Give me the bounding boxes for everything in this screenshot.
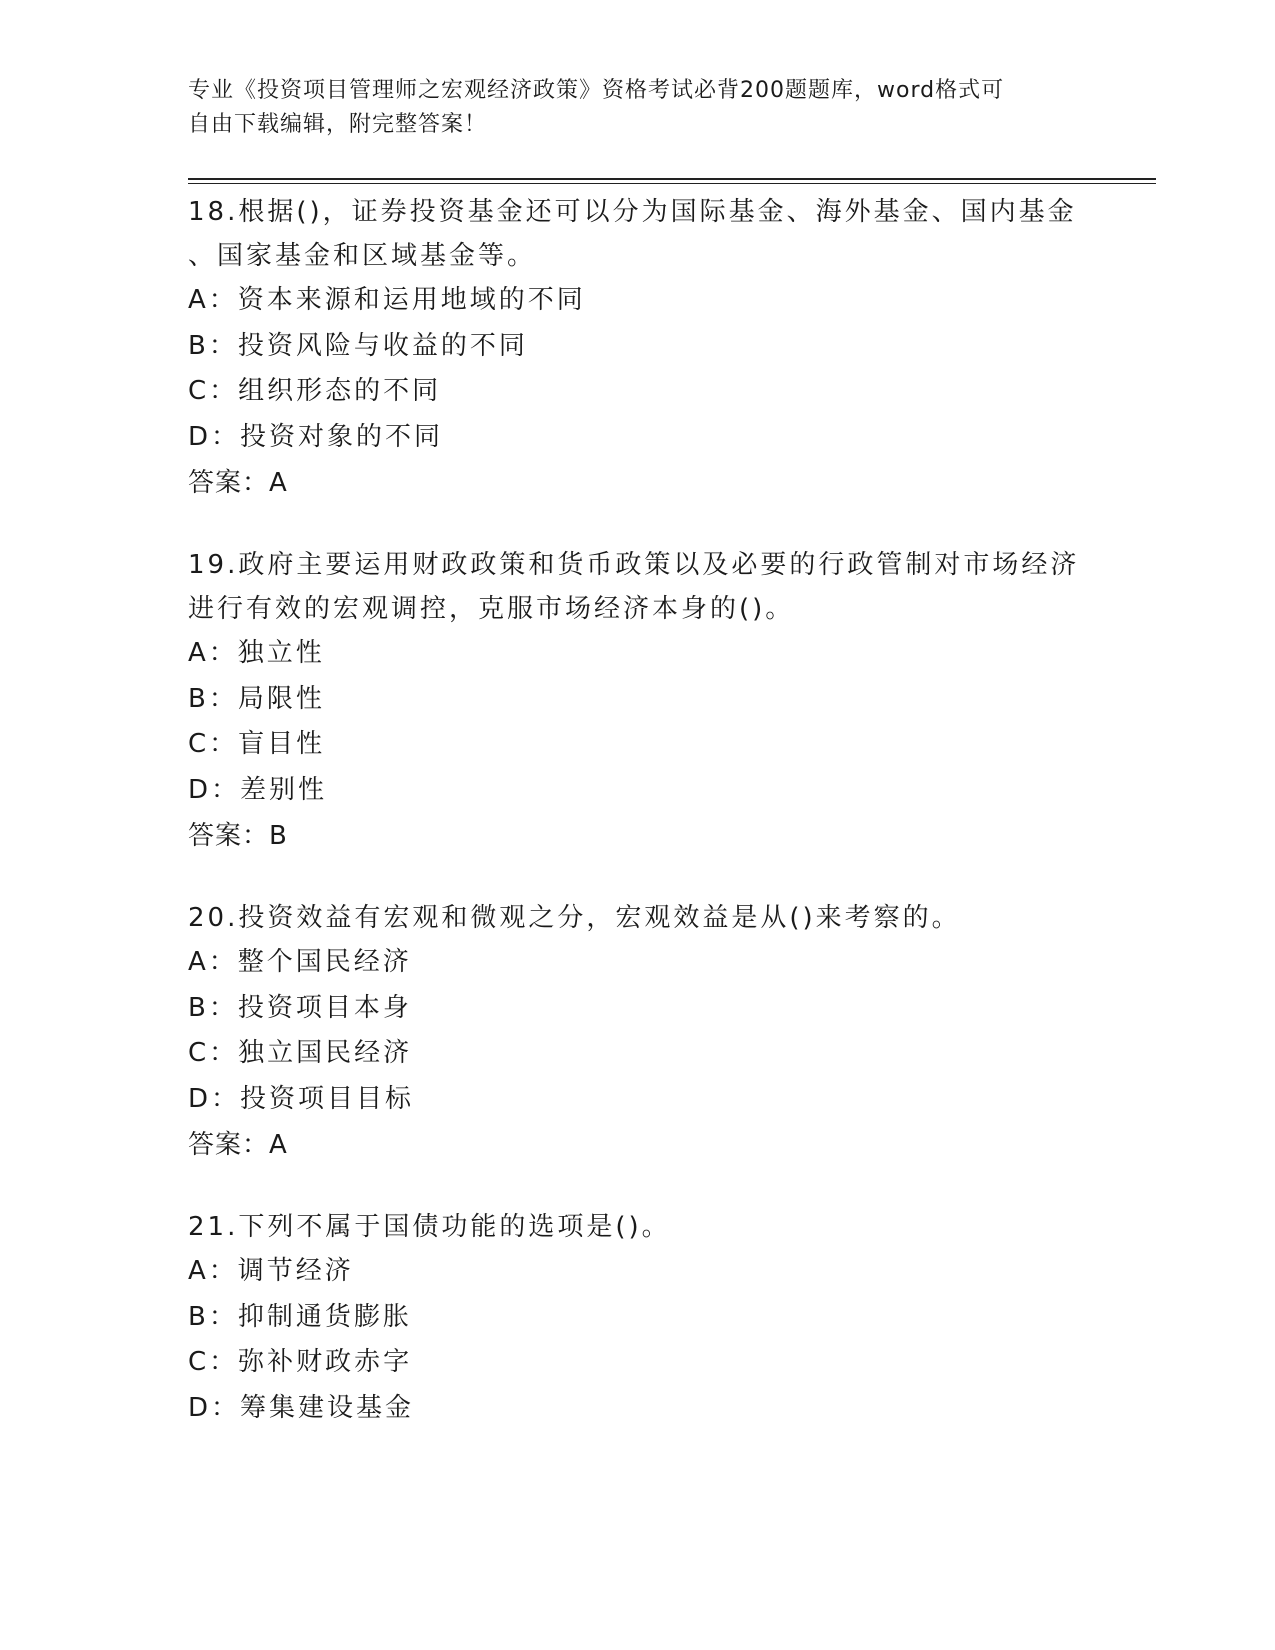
document-intro <box>188 74 1088 142</box>
question-stem-line-1: 20.投资效益有宏观和微观之分，宏观效益是从()来考察的。 <box>188 903 961 933</box>
intro-line-1: 专业《投资项目管理师之宏观经济政策》资格考试必背200题题库，word格式可 <box>188 78 1005 103</box>
option-b: B：投资项目本身 <box>188 992 412 1023</box>
option-d: D：投资项目目标 <box>188 1083 415 1114</box>
option-b: B：局限性 <box>188 683 325 714</box>
answer: 答案：B <box>188 821 288 851</box>
answer: 答案：A <box>188 1130 288 1160</box>
option-d: D：筹集建设基金 <box>188 1392 415 1423</box>
question-list <box>188 190 1088 1468</box>
question-stem-line-1: 19.政府主要运用财政政策和货币政策以及必要的行政管制对市场经济 <box>188 550 1080 580</box>
option-d: D：差别性 <box>188 774 328 805</box>
option-a: A：独立性 <box>188 638 325 668</box>
question-stem-line-1: 18.根据()，证券投资基金还可以分为国际基金、海外基金、国内基金 <box>188 197 1077 227</box>
option-d: D：投资对象的不同 <box>188 421 444 452</box>
question-stem-line-1: 21.下列不属于国债功能的选项是()。 <box>188 1212 671 1242</box>
option-b: B：投资风险与收益的不同 <box>188 330 528 361</box>
option-c: C：弥补财政赤字 <box>188 1347 413 1377</box>
option-c: C：组织形态的不同 <box>188 376 442 406</box>
question-20 <box>188 896 1088 1168</box>
option-a: A：资本来源和运用地域的不同 <box>188 285 586 315</box>
question-stem-line-2: 进行有效的宏观调控，克服市场经济本身的()。 <box>188 594 795 624</box>
option-c: C：独立国民经济 <box>188 1038 413 1068</box>
intro-line-2: 自由下载编辑，附完整答案！ <box>188 112 488 137</box>
option-a: A：调节经济 <box>188 1256 354 1286</box>
question-stem-line-2: 、国家基金和区域基金等。 <box>188 241 537 271</box>
question-19 <box>188 543 1088 859</box>
header-divider-thin <box>188 183 1156 184</box>
option-b: B：抑制通货膨胀 <box>188 1301 412 1332</box>
answer: 答案：A <box>188 468 288 498</box>
option-c: C：盲目性 <box>188 729 326 759</box>
header-divider-thick <box>188 178 1156 180</box>
question-21 <box>188 1205 1088 1431</box>
option-a: A：整个国民经济 <box>188 947 412 977</box>
question-18 <box>188 190 1088 506</box>
